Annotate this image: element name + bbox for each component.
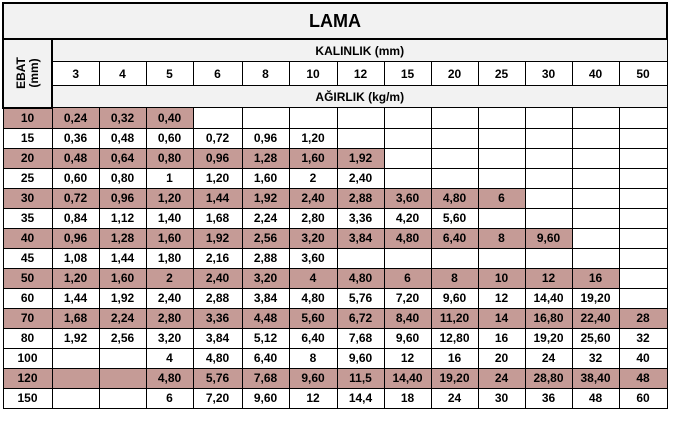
weight-cell: 0,72	[193, 128, 242, 148]
ebat-header-text	[15, 57, 41, 89]
weight-cell: 2	[289, 168, 337, 188]
thickness-6: 6	[193, 62, 242, 86]
weight-cell	[619, 248, 667, 268]
weight-cell	[384, 168, 431, 188]
weight-cell: 0,40	[146, 108, 193, 129]
weight-cell: 2,56	[99, 328, 146, 348]
thickness-4: 4	[99, 62, 146, 86]
thickness-30: 30	[525, 62, 572, 86]
weight-cell	[619, 188, 667, 208]
weight-cell: 3,60	[289, 248, 337, 268]
weight-cell: 2,88	[337, 188, 384, 208]
weight-cell	[619, 228, 667, 248]
weight-cell: 5,12	[242, 328, 289, 348]
thickness-header: KALINLIK (mm)	[52, 39, 667, 62]
weight-cell	[431, 108, 478, 129]
weight-cell: 0,84	[52, 208, 99, 228]
weight-cell: 12	[525, 268, 572, 288]
weight-cell: 2,88	[193, 288, 242, 308]
weight-cell	[619, 148, 667, 168]
weight-cell: 7,20	[384, 288, 431, 308]
table-row	[3, 168, 667, 188]
weight-cell: 14,40	[384, 368, 431, 388]
weight-cell: 3,20	[289, 228, 337, 248]
weight-cell: 6	[384, 268, 431, 288]
weight-cell: 0,24	[52, 108, 99, 129]
weight-cell: 40	[619, 348, 667, 368]
weight-cell: 24	[431, 388, 478, 408]
weight-cell	[525, 108, 572, 129]
weight-cell	[384, 108, 431, 129]
thickness-3: 3	[52, 62, 99, 86]
weight-cell	[572, 188, 619, 208]
weight-cell: 32	[619, 328, 667, 348]
weight-cell: 1,20	[289, 128, 337, 148]
ebat-value: 20	[3, 148, 52, 168]
ebat-value: 50	[3, 268, 52, 288]
weight-cell: 9,60	[384, 328, 431, 348]
weight-cell	[572, 128, 619, 148]
table-row	[3, 268, 667, 288]
weight-cell: 0,60	[52, 168, 99, 188]
weight-cell: 1,08	[52, 248, 99, 268]
weight-cell: 18	[384, 388, 431, 408]
weight-cell: 19,20	[572, 288, 619, 308]
weight-cell	[337, 128, 384, 148]
thickness-8: 8	[242, 62, 289, 86]
table-row	[3, 348, 667, 368]
weight-cell: 12	[289, 388, 337, 408]
weight-cell	[619, 288, 667, 308]
ebat-value: 45	[3, 248, 52, 268]
weight-cell	[525, 208, 572, 228]
weight-header: AĞIRLIK (kg/m)	[52, 86, 667, 108]
weight-cell: 0,96	[242, 128, 289, 148]
weight-cell: 4	[146, 348, 193, 368]
weight-cell: 0,32	[99, 108, 146, 129]
weight-cell: 0,96	[193, 148, 242, 168]
weight-cell: 11,5	[337, 368, 384, 388]
ebat-value: 80	[3, 328, 52, 348]
weight-cell	[619, 108, 667, 129]
weight-cell: 4,20	[384, 208, 431, 228]
weight-cell	[619, 128, 667, 148]
weight-cell	[572, 228, 619, 248]
weight-cell: 20	[478, 348, 525, 368]
weight-cell	[384, 148, 431, 168]
weight-cell	[572, 168, 619, 188]
weight-cell: 1,44	[193, 188, 242, 208]
weight-cell: 2,88	[242, 248, 289, 268]
table-row	[3, 208, 667, 228]
weight-cell: 1,92	[242, 188, 289, 208]
table-row	[3, 368, 667, 388]
weight-cell: 9,60	[431, 288, 478, 308]
weight-cell	[525, 128, 572, 148]
weight-cell: 8	[478, 228, 525, 248]
weight-cell: 4,80	[431, 188, 478, 208]
weight-cell: 1,92	[52, 328, 99, 348]
ebat-value: 30	[3, 188, 52, 208]
weight-cell: 8,40	[384, 308, 431, 328]
table-row	[3, 128, 667, 148]
weight-cell: 3,20	[242, 268, 289, 288]
weight-cell: 11,20	[431, 308, 478, 328]
weight-cell: 4	[289, 268, 337, 288]
weight-cell	[619, 208, 667, 228]
weight-cell: 1,44	[99, 248, 146, 268]
ebat-value: 120	[3, 368, 52, 388]
thickness-40: 40	[572, 62, 619, 86]
weight-cell: 6,40	[289, 328, 337, 348]
weight-cell: 1,80	[146, 248, 193, 268]
weight-cell: 2,24	[99, 308, 146, 328]
weight-cell: 0,96	[99, 188, 146, 208]
weight-cell: 1,28	[99, 228, 146, 248]
weight-cell: 1,60	[289, 148, 337, 168]
weight-cell: 2,24	[242, 208, 289, 228]
weight-cell: 8	[431, 268, 478, 288]
weight-cell: 0,64	[99, 148, 146, 168]
weight-cell	[525, 248, 572, 268]
weight-cell: 6	[478, 188, 525, 208]
ebat-value: 70	[3, 308, 52, 328]
weight-cell: 28,80	[525, 368, 572, 388]
weight-cell	[99, 348, 146, 368]
weight-cell: 5,60	[431, 208, 478, 228]
weight-cell: 19,20	[525, 328, 572, 348]
weight-cell: 0,60	[146, 128, 193, 148]
weight-cell: 1,92	[193, 228, 242, 248]
weight-cell	[478, 108, 525, 129]
weight-cell: 3,84	[242, 288, 289, 308]
weight-cell	[619, 268, 667, 288]
weight-cell: 32	[572, 348, 619, 368]
weight-cell	[52, 368, 99, 388]
weight-cell	[242, 108, 289, 129]
weight-cell: 24	[525, 348, 572, 368]
ebat-value: 10	[3, 108, 52, 129]
weight-cell: 6,72	[337, 308, 384, 328]
weight-cell: 12	[384, 348, 431, 368]
lama-weight-table	[2, 2, 668, 409]
weight-cell: 12,80	[431, 328, 478, 348]
weight-cell: 9,60	[242, 388, 289, 408]
weight-cell: 9,60	[289, 368, 337, 388]
weight-cell: 1,40	[146, 208, 193, 228]
weight-cell: 1,44	[52, 288, 99, 308]
weight-cell	[619, 168, 667, 188]
weight-cell: 2,56	[242, 228, 289, 248]
weight-cell	[52, 348, 99, 368]
table-row	[3, 308, 667, 328]
weight-cell: 9,60	[337, 348, 384, 368]
weight-cell: 16	[478, 328, 525, 348]
weight-cell	[572, 248, 619, 268]
weight-cell: 4,48	[242, 308, 289, 328]
weight-cell: 1,92	[99, 288, 146, 308]
weight-cell: 3,20	[146, 328, 193, 348]
weight-cell: 1,68	[193, 208, 242, 228]
weight-cell: 36	[525, 388, 572, 408]
weight-cell: 1,20	[193, 168, 242, 188]
weight-cell	[478, 148, 525, 168]
weight-cell: 2,80	[146, 308, 193, 328]
weight-cell: 1	[146, 168, 193, 188]
ebat-value: 15	[3, 128, 52, 148]
weight-cell	[431, 128, 478, 148]
weight-cell: 0,80	[146, 148, 193, 168]
weight-cell: 6,40	[431, 228, 478, 248]
weight-cell	[431, 248, 478, 268]
weight-cell: 48	[572, 388, 619, 408]
weight-cell: 3,60	[384, 188, 431, 208]
weight-cell	[525, 168, 572, 188]
table-row	[3, 388, 667, 408]
weight-cell: 19,20	[431, 368, 478, 388]
weight-cell: 5,76	[193, 368, 242, 388]
weight-cell	[525, 188, 572, 208]
weight-cell	[478, 208, 525, 228]
thickness-5: 5	[146, 62, 193, 86]
weight-cell: 0,48	[99, 128, 146, 148]
table-row	[3, 148, 667, 168]
weight-cell	[478, 128, 525, 148]
weight-cell: 0,80	[99, 168, 146, 188]
weight-cell	[384, 248, 431, 268]
table-row	[3, 228, 667, 248]
weight-cell	[99, 368, 146, 388]
weight-cell: 1,68	[52, 308, 99, 328]
weight-cell	[52, 388, 99, 408]
thickness-10: 10	[289, 62, 337, 86]
weight-cell: 0,72	[52, 188, 99, 208]
weight-cell: 2,40	[289, 188, 337, 208]
weight-cell: 1,60	[242, 168, 289, 188]
thickness-12: 12	[337, 62, 384, 86]
weight-cell: 22,40	[572, 308, 619, 328]
weight-cell	[337, 248, 384, 268]
weight-cell: 2	[146, 268, 193, 288]
weight-cell: 4,80	[384, 228, 431, 248]
ebat-value: 60	[3, 288, 52, 308]
ebat-label: EBAT	[13, 57, 28, 90]
ebat-value: 100	[3, 348, 52, 368]
weight-cell: 7,68	[337, 328, 384, 348]
weight-cell: 1,20	[146, 188, 193, 208]
lama-table-container	[2, 2, 668, 409]
weight-cell: 25,60	[572, 328, 619, 348]
ebat-value: 150	[3, 388, 52, 408]
table-row	[3, 248, 667, 268]
weight-cell: 24	[478, 368, 525, 388]
ebat-value: 35	[3, 208, 52, 228]
weight-cell: 0,96	[52, 228, 99, 248]
weight-cell	[193, 108, 242, 129]
weight-cell: 8	[289, 348, 337, 368]
weight-cell: 14,4	[337, 388, 384, 408]
ebat-value: 40	[3, 228, 52, 248]
weight-cell: 4,80	[193, 348, 242, 368]
weight-cell: 5,60	[289, 308, 337, 328]
weight-cell: 2,16	[193, 248, 242, 268]
weight-cell: 16,80	[525, 308, 572, 328]
weight-cell	[99, 388, 146, 408]
weight-cell: 2,80	[289, 208, 337, 228]
weight-cell: 7,20	[193, 388, 242, 408]
thickness-25: 25	[478, 62, 525, 86]
weight-cell	[478, 248, 525, 268]
weight-cell: 1,60	[146, 228, 193, 248]
weight-cell: 3,84	[193, 328, 242, 348]
weight-cell: 38,40	[572, 368, 619, 388]
weight-cell: 48	[619, 368, 667, 388]
weight-cell: 5,76	[337, 288, 384, 308]
weight-cell: 10	[478, 268, 525, 288]
weight-cell: 9,60	[525, 228, 572, 248]
table-title: LAMA	[3, 3, 667, 39]
weight-cell: 14,40	[525, 288, 572, 308]
weight-cell: 12	[478, 288, 525, 308]
weight-cell: 1,28	[242, 148, 289, 168]
weight-cell: 2,40	[337, 168, 384, 188]
weight-cell: 0,36	[52, 128, 99, 148]
weight-cell: 3,36	[337, 208, 384, 228]
weight-cell: 1,20	[52, 268, 99, 288]
weight-cell: 6	[146, 388, 193, 408]
thickness-20: 20	[431, 62, 478, 86]
weight-cell: 16	[572, 268, 619, 288]
weight-cell: 4,80	[289, 288, 337, 308]
weight-cell	[431, 168, 478, 188]
weight-cell: 60	[619, 388, 667, 408]
weight-cell	[572, 108, 619, 129]
weight-cell	[431, 148, 478, 168]
weight-cell: 28	[619, 308, 667, 328]
weight-cell: 16	[431, 348, 478, 368]
weight-cell: 3,84	[337, 228, 384, 248]
weight-cell: 1,12	[99, 208, 146, 228]
weight-cell	[384, 128, 431, 148]
weight-cell: 3,36	[193, 308, 242, 328]
table-row	[3, 288, 667, 308]
weight-cell: 1,60	[99, 268, 146, 288]
thickness-50: 50	[619, 62, 667, 86]
ebat-unit: (mm)	[26, 58, 41, 88]
weight-cell: 7,68	[242, 368, 289, 388]
table-row	[3, 188, 667, 208]
weight-cell: 6,40	[242, 348, 289, 368]
weight-cell	[289, 108, 337, 129]
weight-cell	[337, 108, 384, 129]
thickness-values-row	[3, 62, 667, 86]
weight-cell	[572, 208, 619, 228]
weight-cell: 14	[478, 308, 525, 328]
weight-cell: 30	[478, 388, 525, 408]
weight-cell: 1,92	[337, 148, 384, 168]
weight-cell	[525, 148, 572, 168]
weight-cell	[572, 148, 619, 168]
ebat-header	[3, 39, 52, 108]
table-row	[3, 328, 667, 348]
ebat-value: 25	[3, 168, 52, 188]
table-row	[3, 108, 667, 129]
weight-cell	[478, 168, 525, 188]
weight-cell: 2,40	[146, 288, 193, 308]
weight-cell: 4,80	[146, 368, 193, 388]
weight-cell: 4,80	[337, 268, 384, 288]
weight-cell: 0,48	[52, 148, 99, 168]
weight-cell: 2,40	[193, 268, 242, 288]
thickness-15: 15	[384, 62, 431, 86]
